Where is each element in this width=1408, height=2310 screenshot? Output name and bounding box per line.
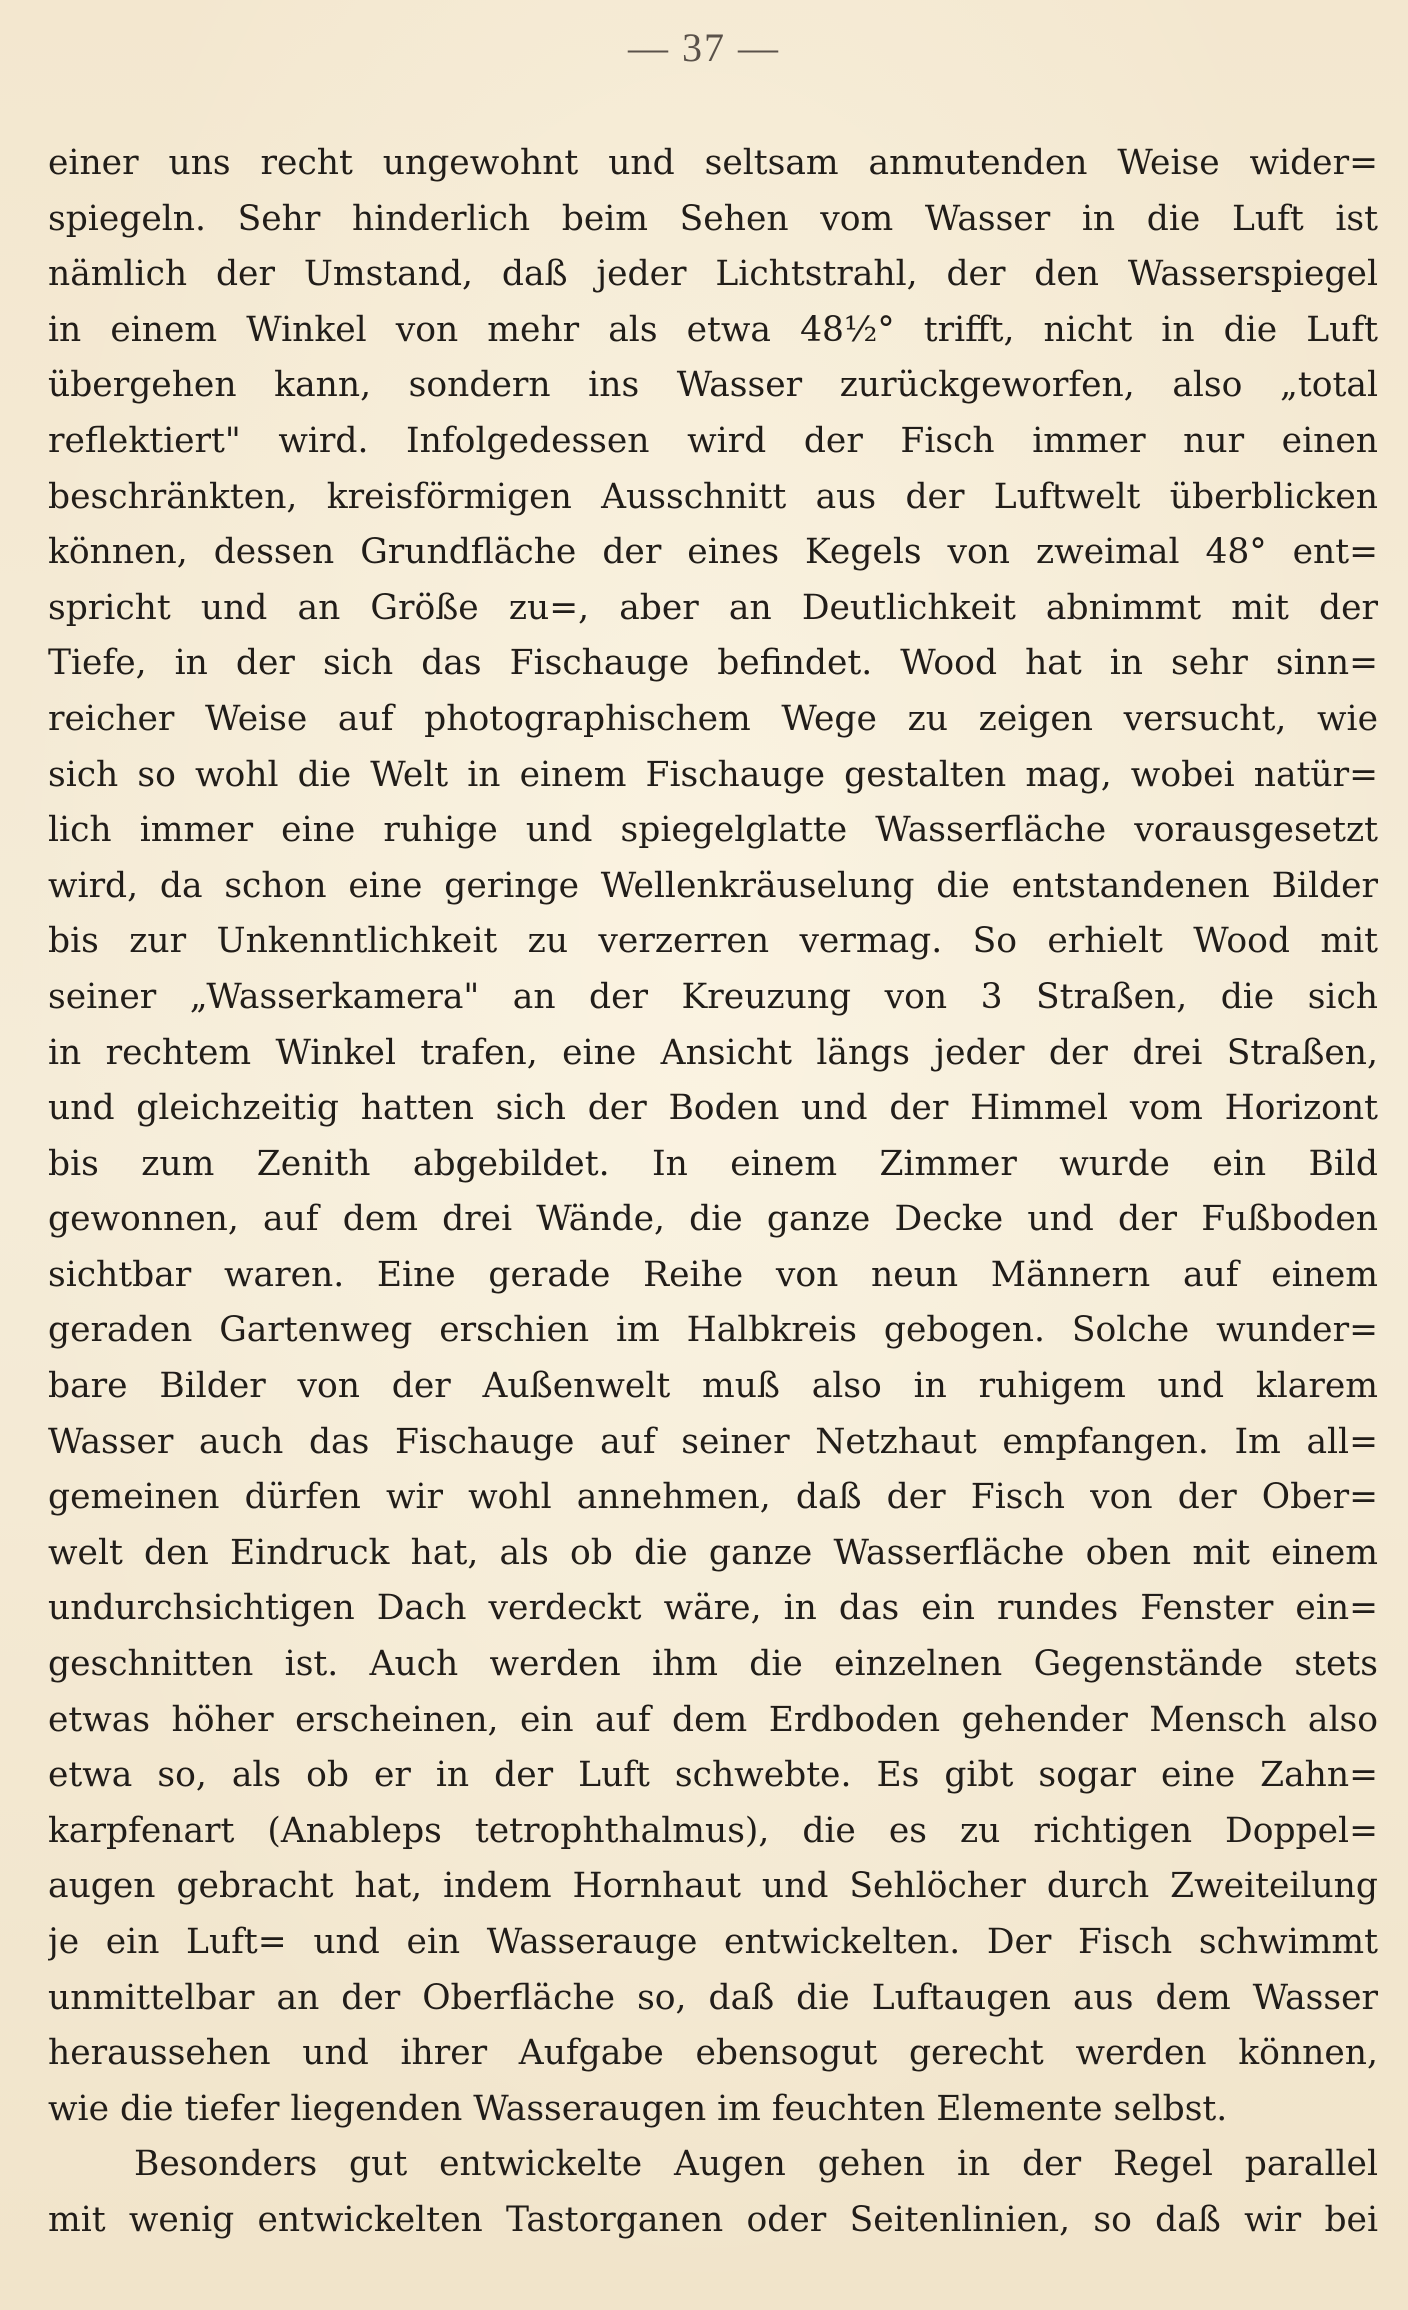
text-line: geraden Gartenweg erschien im Halbkreis gebogen. Solche wunder= — [48, 1310, 1378, 1351]
text-line: bis zur Unkenntlichkeit zu verzerren vermag. So erhielt Wood mit — [48, 921, 1378, 962]
text-line: bare Bilder von der Außenwelt muß also in ruhigem und klarem — [48, 1366, 1378, 1407]
text-line: und gleichzeitig hatten sich der Boden und der Himmel vom Horizont — [48, 1088, 1378, 1129]
text-line: nämlich der Umstand, daß jeder Lichtstrahl, der den Wasserspiegel — [48, 254, 1378, 295]
text-line: spricht und an Größe zu=, aber an Deutlichkeit abnimmt mit der — [48, 587, 1378, 628]
text-line: etwa so, als ob er in der Luft schwebte. Es gibt sogar eine Zahn= — [48, 1755, 1378, 1796]
text-line: etwas höher erscheinen, ein auf dem Erdboden gehender Mensch also — [48, 1699, 1378, 1740]
text-line: sichtbar waren. Eine gerade Reihe von neun Männern auf einem — [48, 1254, 1378, 1295]
text-line: undurchsichtigen Dach verdeckt wäre, in das ein rundes Fenster ein= — [48, 1588, 1378, 1629]
text-line: mit wenig entwickelten Tastorganen oder Seitenlinien, so daß wir bei — [48, 2199, 1378, 2240]
text-line: gemeinen dürfen wir wohl annehmen, daß der Fisch von der Ober= — [48, 1477, 1378, 1518]
text-line: seiner „Wasserkamera" an der Kreuzung von 3 Straßen, die sich — [48, 976, 1378, 1017]
text-line: reflektiert" wird. Infolgedessen wird der Fisch immer nur einen — [48, 420, 1378, 461]
text-line: beschränkten, kreisförmigen Ausschnitt aus der Luftwelt überblicken — [48, 476, 1378, 517]
text-line: spiegeln. Sehr hinderlich beim Sehen vom Wasser in die Luft ist — [48, 198, 1378, 239]
text-line: lich immer eine ruhige und spiegelglatte Wasserfläche vorausgesetzt — [48, 810, 1378, 851]
text-line: wird, da schon eine geringe Wellenkräuselung die entstandenen Bilder — [48, 865, 1378, 906]
text-line: Tiefe, in der sich das Fischauge befindet. Wood hat in sehr sinn= — [48, 643, 1378, 684]
text-line: heraussehen und ihrer Aufgabe ebensogut gerecht werden können, — [48, 2033, 1378, 2074]
text-line: augen gebracht hat, indem Hornhaut und Sehlöcher durch Zweiteilung — [48, 1866, 1378, 1907]
text-line: gewonnen, auf dem drei Wände, die ganze Decke und der Fußboden — [48, 1199, 1378, 1240]
paragraph-2 — [48, 2137, 1378, 2248]
text-line: können, dessen Grundfläche der eines Kegels von zweimal 48° ent= — [48, 532, 1378, 573]
text-line: übergehen kann, sondern ins Wasser zurückgeworfen, also „total — [48, 365, 1378, 406]
text-line: Wasser auch das Fischauge auf seiner Netzhaut empfangen. Im all= — [48, 1421, 1378, 1462]
text-line: reicher Weise auf photographischem Wege zu zeigen versucht, wie — [48, 698, 1378, 739]
text-line: welt den Eindruck hat, als ob die ganze Wasserfläche oben mit einem — [48, 1532, 1378, 1573]
page-number: — 37 — — [628, 25, 780, 70]
text-line: unmittelbar an der Oberfläche so, daß die Luftaugen aus dem Wasser — [48, 1977, 1378, 2018]
text-line: Besonders gut entwickelte Augen gehen in der Regel parallel — [134, 2144, 1378, 2185]
text-line: bis zum Zenith abgebildet. In einem Zimmer wurde ein Bild — [48, 1143, 1378, 1184]
text-line: wie die tiefer liegenden Wasseraugen im feuchten Elemente selbst. — [48, 2088, 1228, 2129]
text-line: in rechtem Winkel trafen, eine Ansicht längs jeder der drei Straßen, — [48, 1032, 1378, 1073]
text-line: in einem Winkel von mehr als etwa 48½° trifft, nicht in die Luft — [48, 309, 1378, 350]
body-text — [48, 136, 1378, 2249]
text-line: geschnitten ist. Auch werden ihm die einzelnen Gegenstände stets — [48, 1644, 1378, 1685]
text-line: je ein Luft= und ein Wasserauge entwickelten. Der Fisch schwimmt — [48, 1922, 1378, 1962]
paragraph-1 — [48, 136, 1378, 2137]
text-line: einer uns recht ungewohnt und seltsam anmutenden Weise wider= — [48, 143, 1378, 183]
text-line: sich so wohl die Welt in einem Fischauge gestalten mag, wobei natür= — [48, 754, 1378, 795]
text-line: karpfenart (Anableps tetrophthalmus), die es zu richtigen Doppel= — [48, 1810, 1378, 1851]
